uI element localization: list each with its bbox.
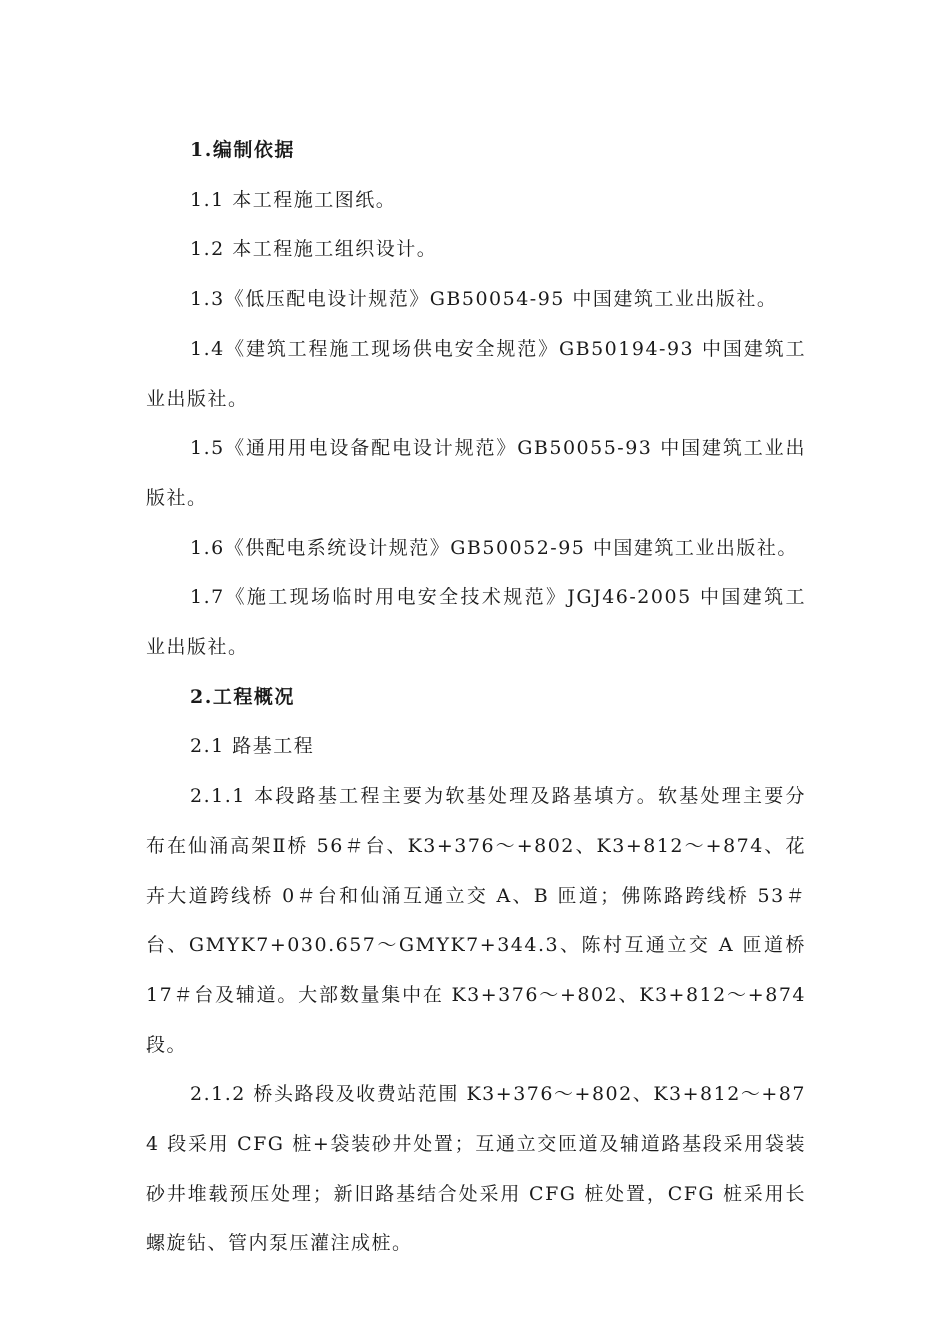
- body-paragraph: 2.1.2 桥头路段及收费站范围 K3+376～+802、K3+812～+874 段采用 CFG 桩+袋装砂井处置；互通立交匝道及辅道路基段采用袋装砂井堆载预压处理；新旧路基结合处采用 CFG 桩处置，CFG 桩采用长螺旋钻、管内泵压灌注成桩。: [146, 1083, 806, 1255]
- list-item: 1.3《低压配电设计规范》GB50054-95 中国建筑工业出版社。: [190, 288, 778, 311]
- list-item: 1.7《施工现场临时用电安全技术规范》JGJ46-2005 中国建筑工业出版社。: [146, 586, 806, 659]
- list-item: 1.6《供配电系统设计规范》GB50052-95 中国建筑工业出版社。: [190, 536, 798, 559]
- section-heading-2: 2.工程概况: [190, 685, 295, 708]
- subsection-heading: 2.1 路基工程: [190, 735, 315, 758]
- list-item: 1.4《建筑工程施工现场供电安全规范》GB50194-93 中国建筑工业出版社。: [146, 337, 806, 410]
- list-item: 1.2 本工程施工组织设计。: [190, 238, 438, 261]
- body-paragraph: 2.1.1 本段路基工程主要为软基处理及路基填方。软基处理主要分布在仙涌高架Ⅱ桥 56＃台、K3+376～+802、K3+812～+874、花卉大道跨线桥 0＃台和仙涌互通立交 A、B 匝道；佛陈路跨线桥 53＃台、GMYK7+030.657～GMYK7+344.3、陈村互通立交 A 匝道桥 17＃台及辅道。大部数量集中在 K3+376～+802、K3+812～+874 段。: [146, 785, 806, 1056]
- section-heading-1: 1.编制依据: [190, 139, 295, 161]
- list-item: 1.1 本工程施工图纸。: [190, 188, 397, 211]
- document-body: [146, 126, 806, 1269]
- list-item: 1.5《通用用电设备配电设计规范》GB50055-93 中国建筑工业出版社。: [146, 437, 806, 509]
